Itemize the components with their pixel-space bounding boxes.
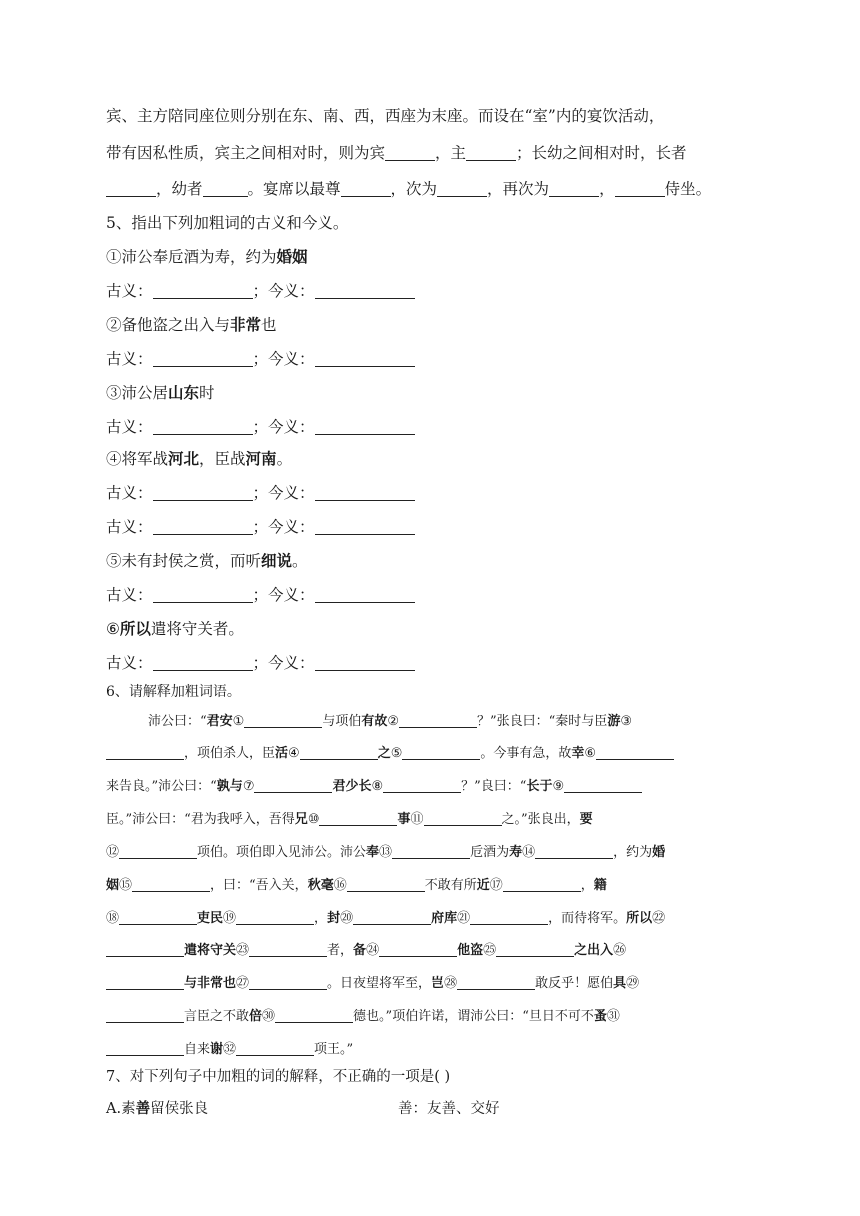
answer-blank[interactable] [153,587,253,604]
answer-blank[interactable] [153,519,253,536]
answer-blank[interactable] [244,714,322,728]
q5-answer-row-4b: 古义： ；今义： [106,515,415,537]
answer-blank[interactable] [392,845,470,859]
answer-blank[interactable] [254,779,332,793]
q6-line-8: 遣将守关㉓ 者，备㉔ 他盗㉕ 之出入㉖ [106,939,626,958]
answer-blank[interactable] [402,746,480,760]
answer-blank[interactable] [236,911,314,925]
q5-answer-row-5: 古义： ；今义： [106,583,415,605]
q6-line-10: 言臣之不敢倍㉚ 德也。”项伯许诺，谓沛公曰：“旦日不可不蚤㉛ [106,1005,620,1024]
answer-blank[interactable] [153,655,253,672]
answer-blank[interactable] [347,878,425,892]
answer-blank[interactable] [236,1042,314,1056]
q5-answer-row-4a: 古义： ；今义： [106,481,415,503]
answer-blank[interactable] [106,976,184,990]
answer-blank[interactable] [319,812,397,826]
q6-line-3: 来告良。”沛公曰：“孰与⑦ 君少长⑧ ？”良曰：“长于⑨ [106,775,642,794]
answer-blank[interactable] [424,812,502,826]
answer-blank[interactable] [119,911,197,925]
q6-title: 6、请解释加粗词语。 [106,684,241,700]
q6-line-2: ，项伯杀人，臣活④ 之⑤ 。今事有急，故幸⑥ [106,742,674,761]
answer-blank[interactable] [106,746,184,760]
q5-item-4: ④将军战河北，臣战河南。 [106,449,293,468]
answer-blank[interactable] [315,283,415,300]
answer-blank[interactable] [596,746,674,760]
answer-blank[interactable] [353,911,431,925]
q5-answer-row-1: 古义： ；今义： [106,279,415,301]
answer-blank[interactable] [470,911,548,925]
answer-blank[interactable] [315,351,415,368]
answer-blank[interactable] [341,181,391,198]
answer-blank[interactable] [106,1042,184,1056]
q6-line-1: 沛公曰：“君安① 与项伯有故② ？”张良曰：“秦时与臣游③ [148,714,632,729]
q6-line-6: 姻⑮ ，曰：“吾入关，秋毫⑯ 不敢有所近⑰ ，籍 [106,878,607,893]
answer-blank[interactable] [564,779,642,793]
answer-blank[interactable] [275,1009,353,1023]
answer-blank[interactable] [106,1009,184,1023]
answer-blank[interactable] [535,845,613,859]
q7-option-a-gloss: 善：友善、交好 [398,1101,500,1117]
answer-blank[interactable] [383,779,461,793]
q5-item-6: ⑥所以遣将守关者。 [106,619,244,638]
q5-item-2: ②备他盗之出入与非常也 [106,315,277,334]
q5-item-5: ⑤未有封侯之赏，而听细说。 [106,551,308,570]
answer-blank[interactable] [153,283,253,300]
q6-line-11: 自来谢㉜ 项王。” [106,1038,353,1057]
answer-blank[interactable] [437,181,487,198]
answer-blank[interactable] [503,878,581,892]
answer-blank[interactable] [466,145,516,162]
q6-line-7: ⑱ 吏民⑲ ，封⑳ 府库㉑ ，而待将军。所以㉒ [106,911,666,926]
q6-line-9: 与非常也㉗ 。日夜望将军至，岂㉘ 敢反乎！愿伯具㉙ [106,972,639,991]
answer-blank[interactable] [132,878,210,892]
answer-blank[interactable] [300,746,378,760]
answer-blank[interactable] [119,845,197,859]
q6-line-4: 臣。”沛公曰：“君为我呼入，吾得兄⑩ 事⑪ 之。”张良出，要 [106,812,593,827]
answer-blank[interactable] [315,655,415,672]
q4-line-2: 带有因私性质，宾主之间相对时，则为宾 ，主 ；长幼之间相对时，长者 [106,144,687,162]
answer-blank[interactable] [106,943,184,957]
answer-blank[interactable] [379,943,457,957]
q5-title: 5、指出下列加粗词的古义和今义。 [106,214,349,232]
q5-answer-row-2: 古义： ；今义： [106,347,415,369]
answer-blank[interactable] [399,714,477,728]
q4-line-1: 宾、主方陪同座位则分别在东、南、西，西座为末座。而设在“室”内的宴饮活动， [106,107,665,125]
answer-blank[interactable] [549,181,599,198]
answer-blank[interactable] [615,181,665,198]
answer-blank[interactable] [203,181,248,198]
answer-blank[interactable] [153,419,253,436]
answer-blank[interactable] [153,485,253,502]
q7-title: 7、对下列句子中加粗的词的解释，不正确的一项是( ) [106,1069,451,1085]
answer-blank[interactable] [249,943,327,957]
q6-line-5: ⑫ 项伯。项伯即入见沛公。沛公奉⑬ 卮酒为寿⑭ ，约为婚 [106,845,666,860]
q5-item-3: ③沛公居山东时 [106,383,215,402]
answer-blank[interactable] [315,587,415,604]
q4-line-3: ，幼者 。宴席以最尊 ，次为 ，再次为 ， 侍坐。 [106,177,711,199]
answer-blank[interactable] [106,181,156,198]
answer-blank[interactable] [315,519,415,536]
answer-blank[interactable] [153,351,253,368]
q5-answer-row-3: 古义： ；今义： [106,415,415,437]
answer-blank[interactable] [249,976,327,990]
answer-blank[interactable] [315,485,415,502]
answer-blank[interactable] [457,976,535,990]
q5-item-1: ①沛公奉卮酒为寿，约为婚姻 [106,247,308,266]
answer-blank[interactable] [385,145,435,162]
q5-answer-row-6: 古义： ；今义： [106,651,415,673]
q7-option-a[interactable]: A.素善留侯张良 [106,1100,209,1117]
answer-blank[interactable] [496,943,574,957]
answer-blank[interactable] [315,419,415,436]
